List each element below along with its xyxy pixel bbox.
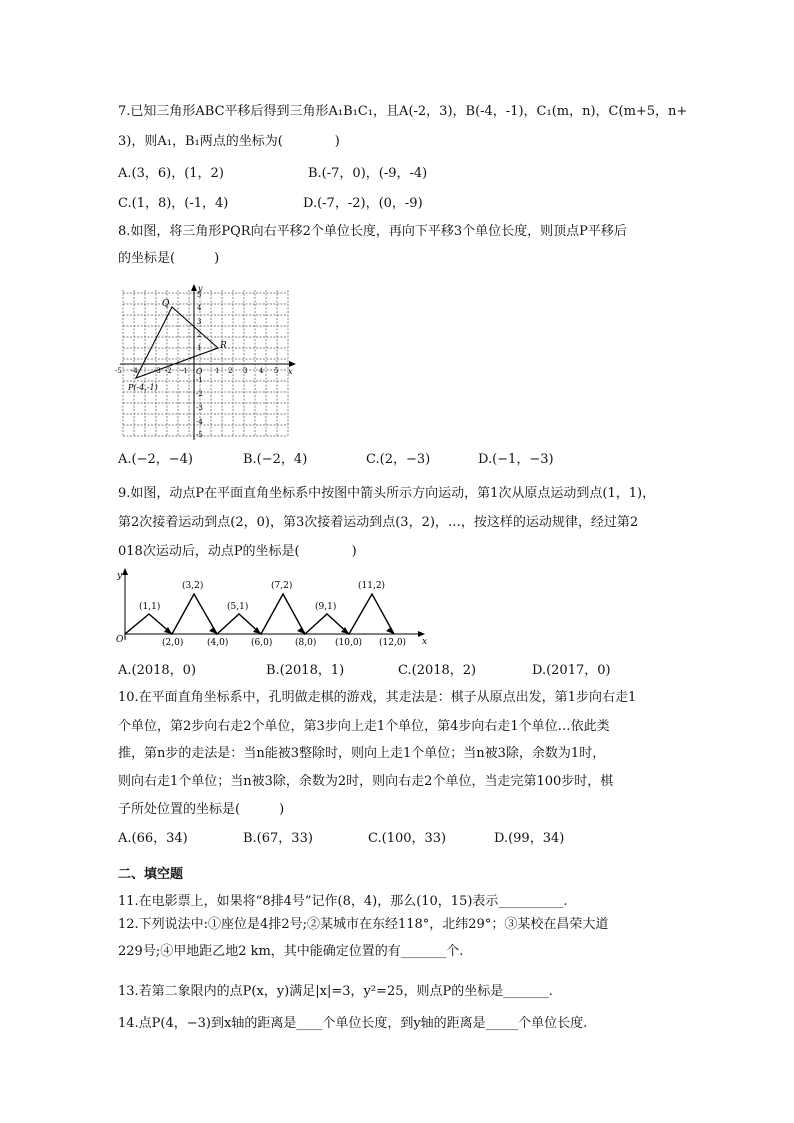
q10-line3: 推，第n步的走法是：当n能被3整除时，则向上走1个单位；当n被3除，余数为1时， (118, 746, 606, 761)
q9-line1: 9.如图，动点P在平面直角坐标系中按图中箭头所示方向运动，第1次从原点运动到点(1，1)， (118, 486, 656, 501)
q8-x-tick-3: -3 (154, 367, 161, 375)
q8-y-tick-3: 3 (197, 318, 202, 326)
q9-arrowhead-2 (209, 627, 217, 634)
q8-y-arrow (191, 284, 197, 291)
q8-y-tick-1: 5 (197, 291, 202, 299)
q10-line2: 个单位，第2步向右走2个单位，第3步向上走1个单位，第4步向右走1个单位…依此类 (118, 719, 610, 734)
q8-line2: 的坐标是( ) (118, 251, 220, 266)
q7-option-c: C.(1，8)，(-1，4) (118, 196, 229, 211)
q9-path-figure (115, 566, 435, 648)
q8-y-tick-9: -4 (196, 418, 203, 426)
q7-option-d: D.(-7，-2)，(0，-9) (303, 196, 423, 211)
q9-line3: 018次运动后，动点P的坐标是( ) (118, 544, 357, 559)
q9-option-d: D.(2017，0) (532, 663, 611, 678)
q9-label-11-2: (11,2) (358, 581, 386, 591)
q8-x-tick-2: -4 (131, 367, 138, 375)
q10-option-b: B.(67，33) (243, 831, 313, 846)
q9-line2: 第2次接着运动到点(2，0)，第3次接着运动到点(3，2)，…，按这样的运动规律，经过第2 (118, 515, 639, 530)
q8-axis-y-label: y (198, 284, 203, 293)
q8-x-tick-9: 4 (259, 367, 264, 375)
q8-label-q: Q (162, 299, 170, 309)
q9-axis-y-label: y (117, 571, 123, 581)
q7-option-b: B.(-7，0)，(-9，-4) (308, 166, 428, 181)
q8-option-d: D.(−1，−3) (478, 452, 554, 467)
q8-x-tick-7: 2 (228, 367, 233, 375)
q10-option-c: C.(100，33) (368, 831, 447, 846)
q10-option-d: D.(99，34) (494, 831, 565, 846)
q8-x-tick-8: 3 (243, 367, 248, 375)
q11-text: 11.在电影票上，如果将“8排4号”记作(8，4)，那么(10，15)表示__________. (118, 894, 568, 909)
q9-option-a: A.(2018，0) (118, 663, 197, 678)
q8-grid-figure (112, 282, 302, 442)
q8-option-c: C.(2，−3) (366, 452, 431, 467)
q9-label-9-1: (9,1) (315, 602, 337, 612)
q8-label-p: P(-4,-1) (128, 383, 158, 392)
section-title-fill-in: 二、填空题 (118, 867, 184, 882)
q9-motion-path (125, 594, 394, 634)
q9-label-5-1: (5,1) (227, 602, 249, 612)
q7-option-a: A.(3，6)，(1，2) (118, 166, 224, 181)
q9-label-3-2: (3,2) (182, 581, 204, 591)
q8-label-r: R (220, 341, 227, 351)
q8-origin-label: O (196, 367, 203, 376)
q9-label-4-0: (4,0) (207, 638, 229, 648)
q9-option-c: C.(2018，2) (398, 663, 477, 678)
q10-line4: 则向右走1个单位；当n被3除，余数为2时，则向右走2个单位，当走完第100步时，棋 (118, 774, 614, 789)
q8-x-tick-1: -5 (115, 367, 122, 375)
q9-label-10-0: (10,0) (335, 638, 363, 648)
q14-text: 14.点P(4，−3)到x轴的距离是____个单位长度，到y轴的距离是_____个单位长度. (118, 1016, 588, 1031)
q10-line1: 10.在平面直角坐标系中，孔明做走棋的游戏，其走法是：棋子从原点出发，第1步向右走1 (118, 690, 637, 705)
q9-label-2-0: (2,0) (162, 638, 184, 648)
q8-y-tick-4: 2 (197, 331, 202, 339)
q7-line1: 7.已知三角形ABC平移后得到三角形A₁B₁C₁，且A(-2，3)，B(-4，-1)，C₁(m，n)，C(m+5，n+ (118, 104, 688, 119)
q9-label-6-0: (6,0) (251, 638, 273, 648)
q9-axis-x-label: x (422, 637, 428, 647)
q8-y-tick-2: 4 (197, 304, 202, 312)
q8-y-tick-5: 1 (197, 344, 202, 352)
q9-origin-label: O (116, 635, 124, 645)
q8-x-tick-10: 5 (274, 367, 279, 375)
q8-axis-x-label: x (288, 367, 293, 376)
q8-x-tick-4: -2 (165, 367, 172, 375)
q12-line1: 12.下列说法中:①座位是4排2号;②某城市在东经118°，北纬29°；③某校在昌荣大道 (118, 917, 609, 932)
q8-y-tick-10: -5 (196, 431, 203, 439)
q9-label-12-0: (12,0) (379, 638, 407, 648)
q8-x-tick-6: 1 (215, 367, 220, 375)
q9-option-b: B.(2018，1) (266, 663, 345, 678)
q7-line2: 3)，则A₁，B₁两点的坐标为( ) (118, 134, 340, 149)
q10-option-a: A.(66，34) (118, 831, 188, 846)
q8-y-tick-7: -2 (196, 390, 203, 398)
q8-x-tick-5: -1 (181, 367, 188, 375)
q8-y-tick-6: -1 (196, 376, 203, 384)
q9-label-8-0: (8,0) (295, 638, 317, 648)
q10-line5: 子所处位置的坐标是( ) (118, 802, 285, 817)
q8-option-a: A.(−2，−4) (118, 452, 193, 467)
q9-label-1-1: (1,1) (139, 602, 161, 612)
q13-text: 13.若第二象限内的点P(x，y)满足|x|=3，y²=25，则点P的坐标是_______. (118, 984, 553, 999)
q12-line2: 229号;④甲地距乙地2 km，其中能确定位置的有_______个. (118, 944, 464, 959)
q9-y-arrow (122, 568, 128, 575)
q8-y-tick-8: -3 (196, 404, 203, 412)
q8-option-b: B.(−2，4) (243, 452, 308, 467)
q8-line1: 8.如图，将三角形PQR向右平移2个单位长度，再向下平移3个单位长度，则顶点P平移后 (118, 224, 627, 239)
q8-triangle-pqr (136, 307, 218, 378)
q9-label-7-2: (7,2) (271, 581, 293, 591)
